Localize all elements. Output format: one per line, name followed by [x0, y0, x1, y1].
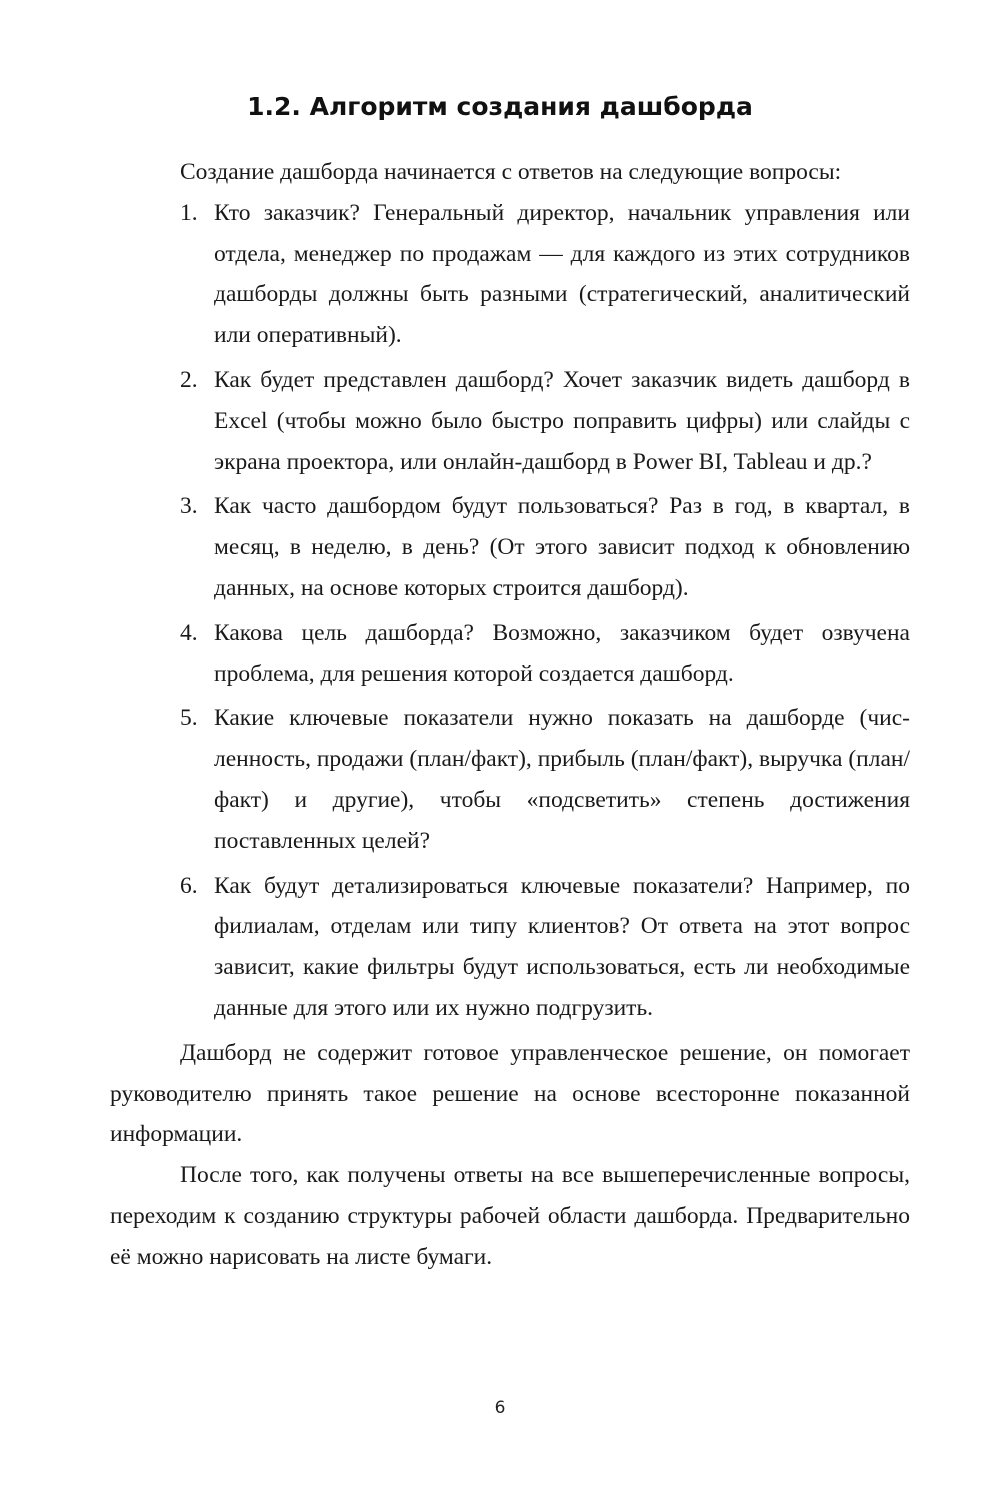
list-item-text: Какова цель дашборда? Возможно, заказчиком будет озвучена проблема, для решения которой создается дашборд.: [214, 619, 910, 687]
list-item-number: 3.: [180, 493, 198, 520]
section-heading: 1.2. Алгоритм создания дашборда: [247, 92, 753, 121]
list-item-text: Как будут детализироваться ключевые показатели? Например, по филиалам, отделам или типу клиентов? От ответа на этот вопрос зависит, какие фильтры будут использоваться, есть ли необходимые данные для этого или их нужно подгрузить.: [214, 872, 910, 1021]
paragraph-next-step: После того, как получены ответы на все вышеперечисленные вопросы, переходим к созданию структуры рабочей области дашборда. Предварительно её можно нарисовать на листе бумаги.: [110, 1162, 910, 1270]
page-number: 6: [494, 1398, 506, 1418]
list-item-text: Как будет представлен дашборд? Хочет заказчик видеть дашборд в Excel (чтобы можно было быстро поправить цифры) или слайды с экрана проектора, или онлайн-дашборд в Power BI, Tableau и др.?: [214, 366, 910, 475]
list-item: [110, 866, 910, 1029]
questions-list: [110, 193, 910, 1029]
list-item-text: Как часто дашбордом будут пользоваться? Раз в год, в квартал, в месяц, в неделю, в день? (От этого зависит подход к обновлению данных, на основе которых строится дашборд).: [214, 493, 910, 601]
list-item: [110, 193, 910, 356]
paragraph-dashboard-purpose: Дашборд не содержит готовое управленческое решение, он помогает руководителю принять такое решение на основе всесторонне показанной информации.: [110, 1039, 910, 1148]
list-item-text: Какие ключевые показатели нужно показать на дашборде (численность, продажи (план/факт), прибыль (план/факт), выручка (план/факт) и другие), чтобы «подсветить» степень достижения поставленных целей?: [214, 705, 910, 854]
list-item: [110, 698, 910, 861]
body-text: [110, 152, 910, 1278]
list-item-number: 6.: [180, 872, 198, 899]
list-item-number: 2.: [180, 366, 198, 393]
list-item: [110, 486, 910, 608]
list-item-number: 1.: [180, 199, 198, 226]
list-item-number: 5.: [180, 705, 198, 732]
intro-paragraph: Создание дашборда начинается с ответов на следующие вопросы:: [180, 159, 842, 185]
list-item: [110, 360, 910, 482]
list-item: [110, 613, 910, 695]
list-item-text: Кто заказчик? Генеральный директор, начальник управления или отдела, менеджер по продажам — для каждого из этих сотрудников дашборды должны быть разными (стратегический, аналитический или оперативный).: [214, 199, 910, 349]
list-item-number: 4.: [180, 619, 198, 646]
